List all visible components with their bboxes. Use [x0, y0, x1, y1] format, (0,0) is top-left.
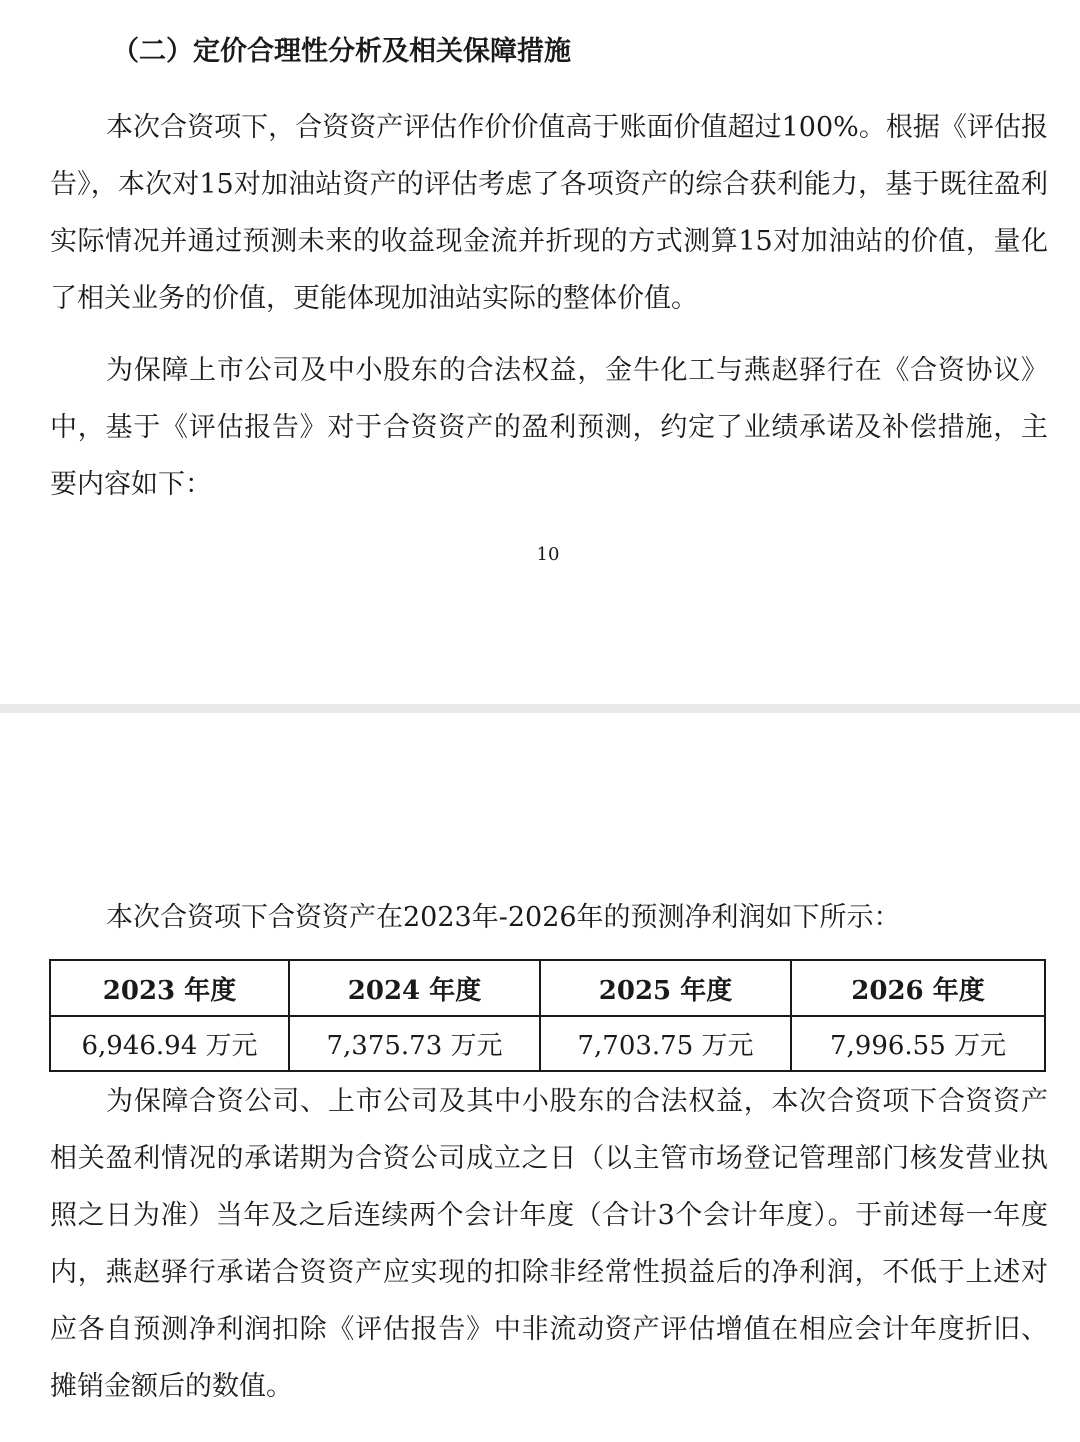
- paragraph-commitment: 为保障合资公司、上市公司及其中小股东的合法权益，本次合资项下合资资产相关盈利情况的承诺期为合资公司成立之日（以主管市场登记管理部门核发营业执照之日为准）当年及之后连续两个会计年度（合计3个会计年度）。于前述每一年度内，燕赵驿行承诺合资资产应实现的扣除非经常性损益后的净利润，不低于上述对应各自预测净利润扣除《评估报告》中非流动资产评估增值在相应会计年度折旧、摊销金额后的数值。: [50, 1086, 1048, 1402]
- table-cell: 6,946.94 万元: [50, 1016, 289, 1071]
- paragraph-safeguard: 为保障上市公司及中小股东的合法权益，金牛化工与燕赵驿行在《合资协议》中，基于《评估报告》对于合资资产的盈利预测，约定了业绩承诺及补偿措施，主要内容如下：: [50, 355, 1048, 500]
- section-heading: （二）定价合理性分析及相关保障措施: [112, 36, 571, 67]
- document-page-top: [0, 0, 1080, 704]
- page-divider: [0, 704, 1080, 713]
- table-cell: 7,375.73 万元: [289, 1016, 540, 1071]
- page-number: 10: [536, 544, 560, 565]
- paragraph-valuation: 本次合资项下，合资资产评估作价价值高于账面价值超过100%。根据《评估报告》，本次对15对加油站资产的评估考虑了各项资产的综合获利能力，基于既往盈利实际情况并通过预测未来的收益现金流并折现的方式测算15对加油站的价值，量化了相关业务的价值，更能体现加油站实际的整体价值。: [50, 112, 1048, 314]
- document-page-bottom: [0, 713, 1080, 1442]
- table-intro-text: 本次合资项下合资资产在2023年-2026年的预测净利润如下所示：: [106, 902, 901, 933]
- table-header-cell: 2024 年度: [289, 960, 540, 1016]
- table-cell: 7,703.75 万元: [540, 1016, 791, 1071]
- table-row: [50, 1016, 1045, 1071]
- table-header-cell: 2023 年度: [50, 960, 289, 1016]
- table-header-row: [50, 960, 1045, 1016]
- table-header-cell: 2025 年度: [540, 960, 791, 1016]
- table-header-cell: 2026 年度: [791, 960, 1045, 1016]
- forecast-net-profit-table: [49, 959, 1046, 1072]
- table-cell: 7,996.55 万元: [791, 1016, 1045, 1071]
